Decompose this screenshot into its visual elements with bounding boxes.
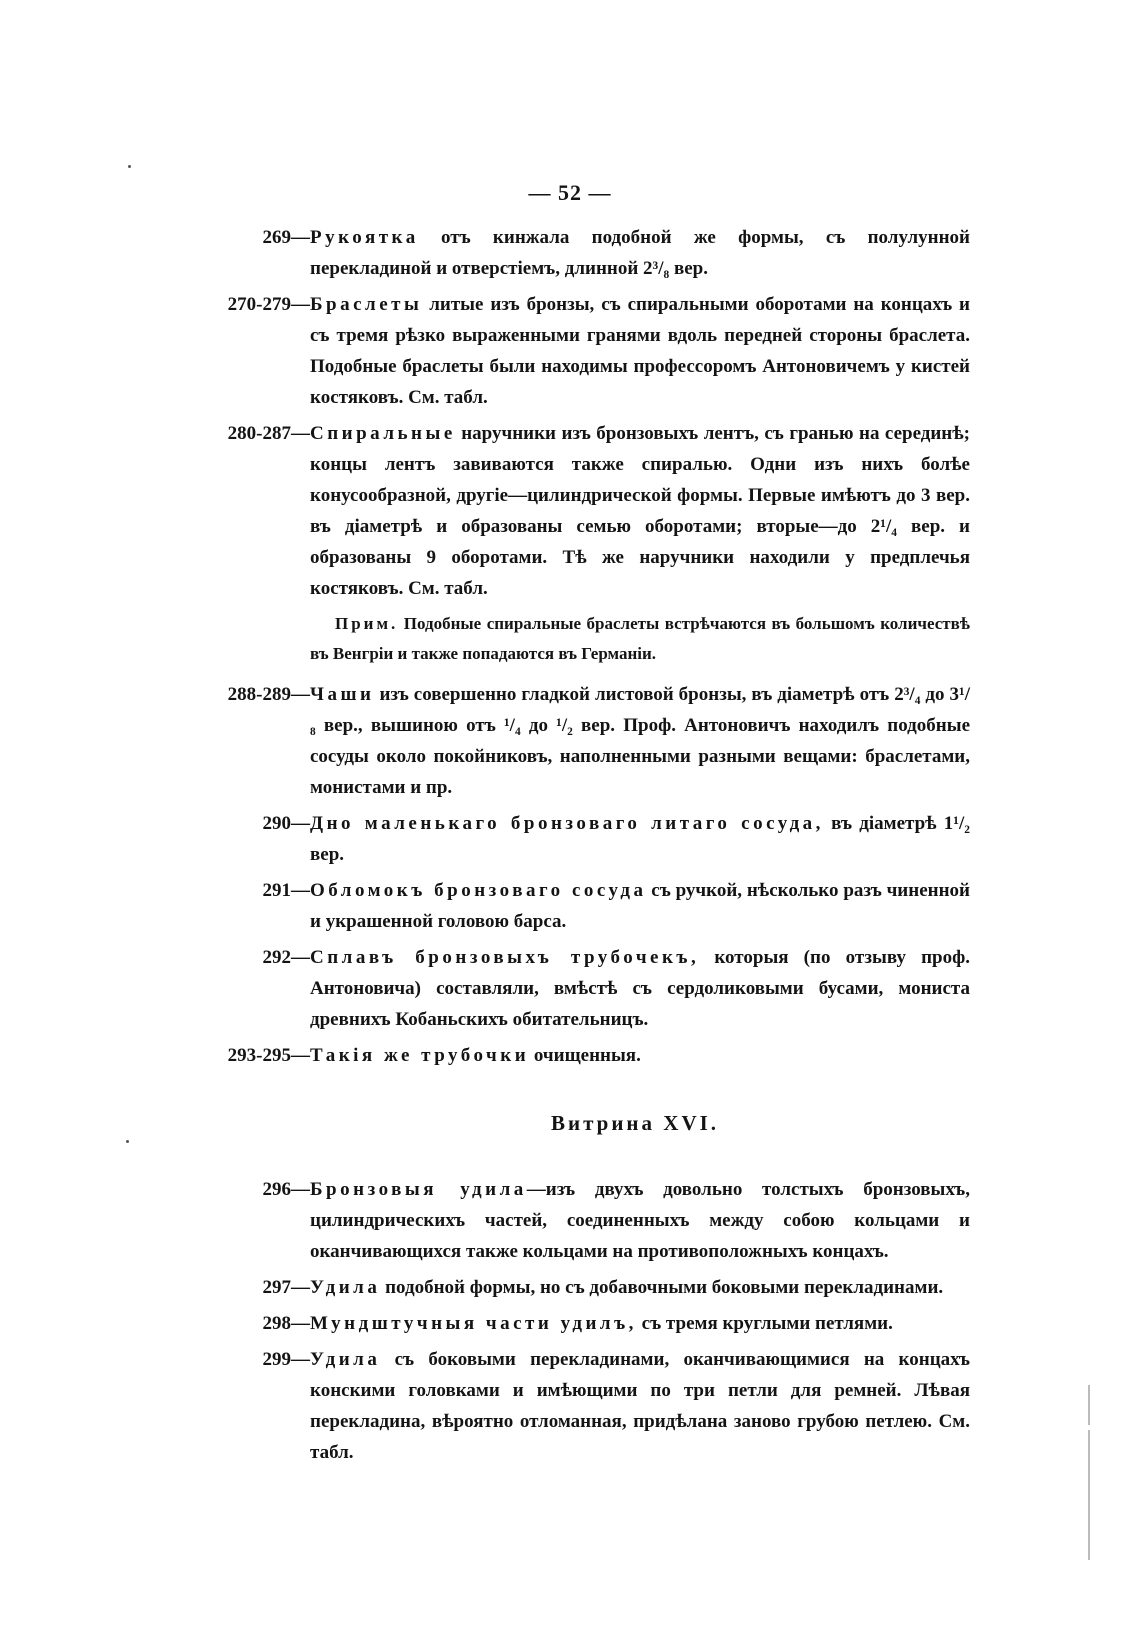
- catalog-entry: [0, 1040, 1140, 1071]
- entry-body: [310, 1174, 970, 1267]
- entry-title: Бронзовыя удила: [310, 1179, 527, 1200]
- entry-body: [310, 808, 970, 870]
- entry-title: Удила: [310, 1349, 381, 1370]
- entry-title: Браслеты: [310, 294, 423, 315]
- entry-text: подобной формы, но съ добавочными боковыми перекладинами.: [380, 1277, 944, 1298]
- page-number: — 52 —: [528, 180, 612, 205]
- scan-speck: [128, 165, 131, 168]
- entry-text: съ боковыми перекладинами, оканчивающимися на концахъ конскими головками и имѣющими по три петли для ремней. Лѣвая перекладина, вѣроятно отломанная, придѣлана заново грубою петлею. См. табл.: [310, 1349, 970, 1463]
- entry-body: [310, 875, 970, 937]
- entry-title: Рукоятка: [310, 227, 419, 248]
- entry-text: очищенныя.: [529, 1045, 641, 1066]
- entry-body: [310, 289, 970, 413]
- entry-number: 293-295—: [227, 1045, 310, 1066]
- catalog-entry: [0, 875, 1140, 937]
- catalog-entry: [0, 222, 1140, 284]
- catalog-entry: [0, 418, 1140, 604]
- entry-body: [310, 679, 970, 803]
- entry-body: [310, 222, 970, 284]
- entry-body: [310, 1308, 970, 1339]
- entry-number: 280-287—: [227, 423, 310, 444]
- entry-number: 291—: [262, 880, 310, 901]
- catalog-entries: [0, 222, 1140, 1473]
- catalog-entry: [0, 942, 1140, 1035]
- entry-title: Мундштучныя части удилъ,: [310, 1313, 637, 1334]
- catalog-entry: [0, 1344, 1140, 1468]
- entry-number: 297—: [262, 1277, 310, 1298]
- entry-title: Такія же трубочки: [310, 1045, 530, 1066]
- footnote-label: Прим.: [335, 614, 399, 633]
- entry-number: 292—: [262, 947, 310, 968]
- entry-text: съ тремя круглыми петлями.: [636, 1313, 893, 1334]
- entry-text: отъ кинжала подобной же формы, съ полулунной перекладиной и отверстіемъ, длинной 2³/₈ вер.: [310, 227, 970, 279]
- entry-text: изъ совершенно гладкой листовой бронзы, въ діаметрѣ отъ 2³/₄ до 3¹/₈ вер., вышиною отъ ¹/₄ до ¹/₂ вер. Проф. Антоновичъ находилъ подобные сосуды около покойниковъ, наполненными разными вещами: браслетами, монистами и пр.: [310, 684, 970, 798]
- entry-number: 269—: [262, 227, 310, 248]
- entry-body: [310, 1272, 970, 1303]
- section-heading: Витрина XVI.: [550, 1111, 720, 1135]
- entry-number: 296—: [262, 1179, 310, 1200]
- catalog-entry: [0, 1308, 1140, 1339]
- entry-title: Обломокъ бронзоваго сосуда: [310, 880, 647, 901]
- entry-number: 288-289—: [227, 684, 310, 705]
- entry-text: съ ручкой, нѣсколько разъ чиненной и украшенной головою барса.: [310, 880, 970, 932]
- entry-title: Удила: [310, 1277, 381, 1298]
- catalog-entry: [0, 1174, 1140, 1267]
- entry-body: [310, 1040, 970, 1071]
- entry-text: —изъ двухъ довольно толстыхъ бронзовыхъ, цилиндрическихъ частей, соединенныхъ между собою кольцами и оканчивающихся также кольцами на противоположныхъ концахъ.: [310, 1179, 970, 1262]
- entry-body: [310, 1344, 970, 1468]
- entry-number: 298—: [262, 1313, 310, 1334]
- entry-number: 299—: [262, 1349, 310, 1370]
- entry-number: 270-279—: [227, 294, 310, 315]
- catalog-entry: [0, 808, 1140, 870]
- entry-title: Спиральные: [310, 423, 456, 444]
- entry-body: [310, 942, 970, 1035]
- entry-title: Дно маленькаго бронзоваго литаго сосуда,: [310, 813, 824, 834]
- entry-body: [310, 418, 970, 604]
- entry-text: наручники изъ бронзовыхъ лентъ, съ гранью на серединѣ; концы лентъ завиваются также спиралью. Одни изъ нихъ болѣе конусообразной, другіе—цилиндрической формы. Первые имѣютъ до 3 вер. въ діаметрѣ и образованы семью оборотами; вторые—до 2¹/₄ вер. и образованы 9 оборотами. Тѣ же наручники находили у предплечья костяковъ. См. табл.: [310, 423, 970, 599]
- entry-text: которыя (по отзыву проф. Антоновича) составляли, вмѣстѣ съ сердоликовыми бусами, мониста древнихъ Кобаньскихъ обитательницъ.: [310, 947, 970, 1030]
- catalog-entry: [0, 1272, 1140, 1303]
- entry-text: литые изъ бронзы, съ спиральными оборотами на концахъ и съ тремя рѣзко выраженными гранями вдоль передней стороны браслета. Подобные браслеты были находимы профессоромъ Антоновичемъ у кистей костяковъ. См. табл.: [310, 294, 970, 408]
- catalog-entry: [0, 679, 1140, 803]
- entry-title: Сплавъ бронзовыхъ трубочекъ,: [310, 947, 700, 968]
- footnote-text: Подобные спиральные браслеты встрѣчаются въ большомъ количествѣ въ Венгріи и также попадаются въ Германіи.: [310, 614, 970, 663]
- entry-text: въ діаметрѣ 1¹/₂ вер.: [310, 813, 970, 865]
- footnote: [310, 609, 970, 669]
- catalog-entry: [0, 289, 1140, 413]
- entry-title: Чаши: [310, 684, 375, 705]
- entry-number: 290—: [262, 813, 310, 834]
